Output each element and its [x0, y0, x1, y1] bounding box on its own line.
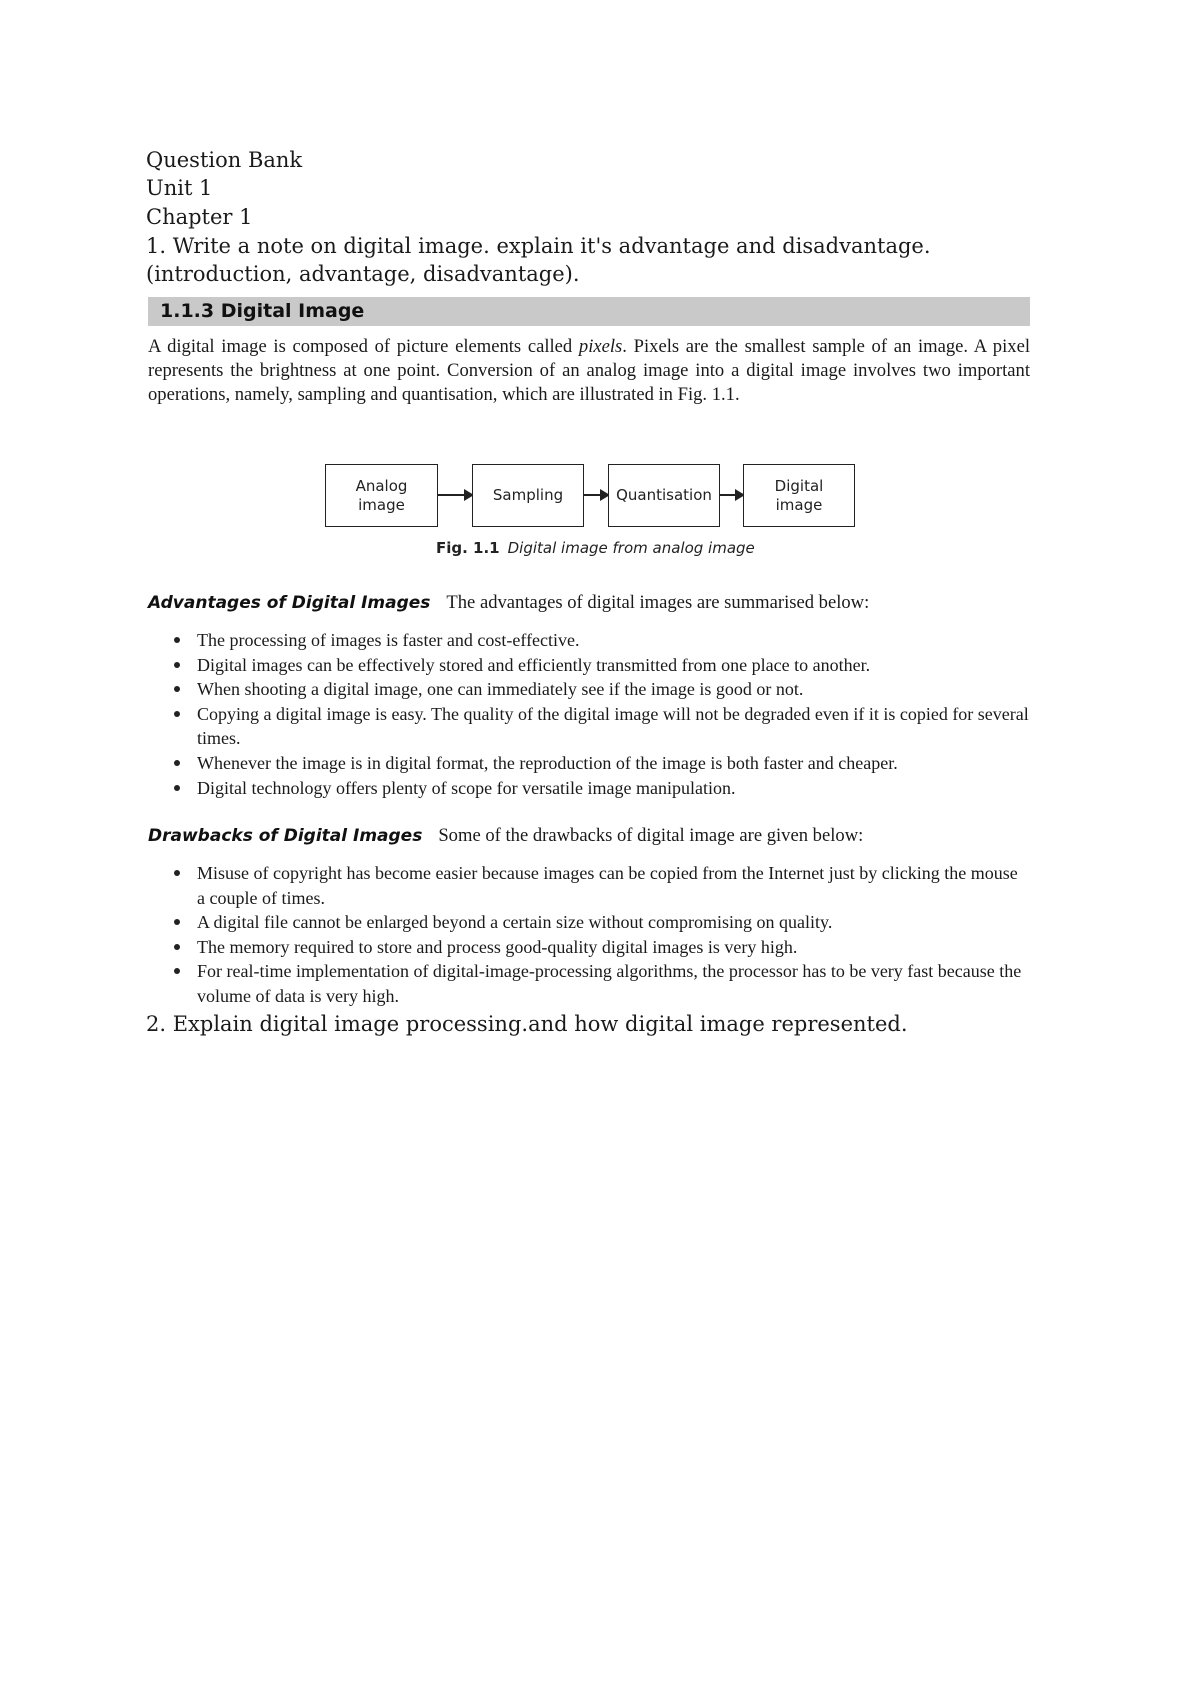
flow-diagram	[325, 464, 865, 529]
doc-title: Question Bank	[146, 148, 303, 172]
bullet-icon	[174, 919, 180, 925]
list-item	[170, 677, 1030, 702]
bullet-icon	[174, 686, 180, 692]
bullet-icon	[174, 870, 180, 876]
figure-caption	[436, 538, 755, 558]
advantages-lead: The advantages of digital images are summarised below:	[446, 592, 870, 613]
bullet-icon	[174, 785, 180, 791]
bullet-icon	[174, 711, 180, 717]
drawbacks-heading	[148, 824, 863, 848]
list-item	[170, 628, 1030, 653]
unit-label: Unit 1	[146, 176, 213, 200]
bullet-icon	[174, 637, 180, 643]
chapter-label: Chapter 1	[146, 205, 253, 229]
section-header-bar	[148, 297, 1030, 326]
list-item-text: Copying a digital image is easy. The quality of the digital image will not be degraded even if it is copied for several times.	[197, 703, 1029, 749]
figure-label: Fig. 1.1	[436, 539, 500, 557]
list-item-text: For real-time implementation of digital-image-processing algorithms, the processor has to be very fast because the volume of data is very high.	[197, 961, 1022, 1006]
list-item-text: Digital images can be effectively stored and efficiently transmitted from one place to another.	[197, 654, 871, 675]
bullet-icon	[174, 944, 180, 950]
list-item	[170, 959, 1030, 1008]
list-item-text: Misuse of copyright has become easier because images can be copied from the Internet just by clicking the mouse a couple of times.	[197, 863, 1018, 908]
diagram-box-analog-image	[325, 464, 438, 527]
intro-text-2: . Pixels are the smallest sample of an image. A pixel represents the brightness at one point. Conversion of an analog image into a digital image involves two important operations, namely, sampling and quantisation, which are illustrated in Fig. 1.1.	[148, 336, 1030, 405]
box-line: image	[358, 495, 405, 514]
list-item	[170, 653, 1030, 678]
list-item	[170, 751, 1030, 776]
arrow-icon	[438, 494, 472, 496]
box-line: Digital	[774, 476, 824, 495]
drawbacks-list	[170, 861, 1030, 1009]
drawbacks-lead: Some of the drawbacks of digital image are given below:	[438, 825, 864, 846]
list-item-text: Digital technology offers plenty of scope for versatile image manipulation.	[197, 777, 736, 798]
section-title: 1.1.3 Digital Image	[160, 300, 365, 322]
bullet-icon	[174, 760, 180, 766]
box-line: image	[775, 495, 823, 514]
arrow-icon	[584, 494, 608, 496]
diagram-box-quantisation	[608, 464, 720, 527]
list-item-text: The processing of images is faster and cost-effective.	[197, 630, 580, 650]
bullet-icon	[174, 968, 180, 974]
arrow-icon	[720, 494, 743, 496]
figure-caption-text: Digital image from analog image	[507, 539, 755, 557]
section-intro-paragraph	[148, 335, 1030, 407]
list-item-text: When shooting a digital image, one can immediately see if the image is good or not.	[197, 679, 804, 700]
list-item-text: A digital file cannot be enlarged beyond a certain size without compromising on quality.	[197, 912, 833, 933]
intro-italic-term: pixels	[578, 336, 623, 357]
list-item	[170, 861, 1030, 910]
list-item	[170, 776, 1030, 801]
box-line: Quantisation	[616, 486, 712, 504]
list-item-text: Whenever the image is in digital format, the reproduction of the image is both faster and cheaper.	[197, 752, 898, 773]
drawbacks-label: Drawbacks of Digital Images	[148, 826, 423, 846]
box-line: Analog	[355, 476, 408, 495]
question-1: 1. Write a note on digital image. explain it's advantage and disadvantage.(introduction, advantage, disadvantage).	[146, 234, 931, 286]
list-item	[170, 702, 1030, 751]
diagram-box-digital-image	[743, 464, 855, 527]
advantages-heading	[148, 591, 869, 615]
list-item	[170, 910, 1030, 935]
box-line: Sampling	[492, 486, 564, 504]
diagram-box-sampling	[472, 464, 584, 527]
intro-text-1: A digital image is composed of picture elements called	[148, 336, 579, 357]
question-2: 2. Explain digital image processing.and how digital image represented.	[146, 1012, 908, 1036]
advantages-label: Advantages of Digital Images	[148, 593, 431, 613]
list-item	[170, 935, 1030, 960]
bullet-icon	[174, 662, 180, 668]
advantages-list	[170, 628, 1030, 800]
list-item-text: The memory required to store and process good-quality digital images is very high.	[197, 936, 798, 957]
